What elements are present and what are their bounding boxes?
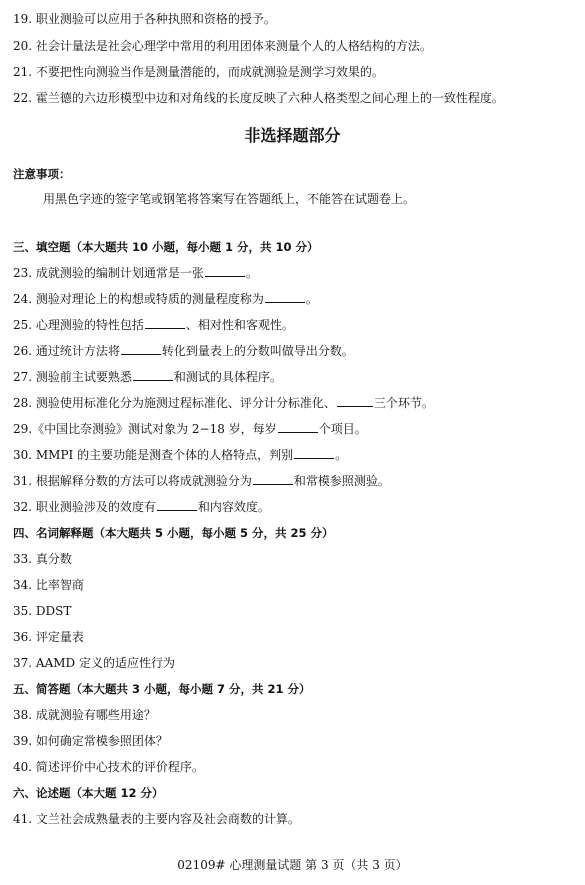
question-38: 38. 成就测验有哪些用途？ [13, 708, 156, 722]
section-title: 非选择题部分 [244, 126, 341, 145]
answer-blank[interactable] [121, 343, 161, 355]
question-40: 40. 简述评价中心技术的评价程序。 [13, 760, 204, 774]
question-29: 29.《中国比奈测验》测试对象为 2−18 岁，每岁 个项目。 [13, 422, 367, 436]
question-20: 20. 社会计量法是社会心理学中常用的利用团体来测量个人的人格结构的方法。 [13, 39, 432, 53]
answer-blank[interactable] [205, 265, 245, 277]
part6-heading: 六、论述题（本大题 12 分） [13, 786, 164, 800]
answer-blank[interactable] [294, 447, 334, 459]
question-36: 36. 评定量表 [13, 630, 84, 644]
answer-blank[interactable] [278, 421, 318, 433]
question-39: 39. 如何确定常模参照团体？ [13, 734, 168, 748]
question-32: 32. 职业测验涉及的效度有 和内容效度。 [13, 500, 270, 514]
question-19: 19. 职业测验可以应用于各种执照和资格的授予。 [13, 12, 276, 26]
notice-heading: 注意事项： [13, 167, 71, 181]
answer-blank[interactable] [265, 291, 305, 303]
part3-heading: 三、填空题（本大题共 10 小题，每小题 1 分，共 10 分） [13, 240, 319, 254]
question-22: 22. 霍兰德的六边形模型中边和对角线的长度反映了六种人格类型之间心理上的一致性程度。 [13, 91, 504, 105]
question-27: 27. 测验前主试要熟悉 和测试的具体程序。 [13, 370, 282, 384]
notice-text: 用黑色字迹的签字笔或钢笔将答案写在答题纸上，不能答在试题卷上。 [43, 192, 416, 206]
page-footer: 02109# 心理测量试题 第 3 页（共 3 页） [177, 858, 408, 872]
question-25: 25. 心理测验的特性包括 、相对性和客观性。 [13, 318, 294, 332]
question-35: 35. DDST [13, 604, 72, 618]
answer-blank[interactable] [253, 473, 293, 485]
answer-blank[interactable] [157, 499, 197, 511]
question-26: 26. 通过统计方法将 转化到量表上的分数叫做导出分数。 [13, 344, 354, 358]
question-34: 34. 比率智商 [13, 578, 84, 592]
question-31: 31. 根据解释分数的方法可以将成就测验分为 和常模参照测验。 [13, 474, 390, 488]
question-33: 33. 真分数 [13, 552, 72, 566]
part4-heading: 四、名词解释题（本大题共 5 小题，每小题 5 分，共 25 分） [13, 526, 334, 540]
question-41: 41. 文兰社会成熟量表的主要内容及社会商数的计算。 [13, 812, 300, 826]
question-28: 28. 测验使用标准化分为施测过程标准化、评分计分标准化、 三个环节。 [13, 396, 434, 410]
answer-blank[interactable] [145, 317, 185, 329]
question-21: 21. 不要把性向测验当作是测量潜能的，而成就测验是测学习效果的。 [13, 65, 384, 79]
question-23: 23. 成就测验的编制计划通常是一张 。 [13, 266, 258, 280]
question-30: 30. MMPI 的主要功能是测查个体的人格特点，判别 。 [13, 448, 348, 462]
answer-blank[interactable] [337, 395, 373, 407]
part5-heading: 五、简答题（本大题共 3 小题，每小题 7 分，共 21 分） [13, 682, 311, 696]
question-37: 37. AAMD 定义的适应性行为 [13, 656, 175, 670]
answer-blank[interactable] [133, 369, 173, 381]
question-24: 24. 测验对理论上的构想或特质的测量程度称为 。 [13, 292, 318, 306]
